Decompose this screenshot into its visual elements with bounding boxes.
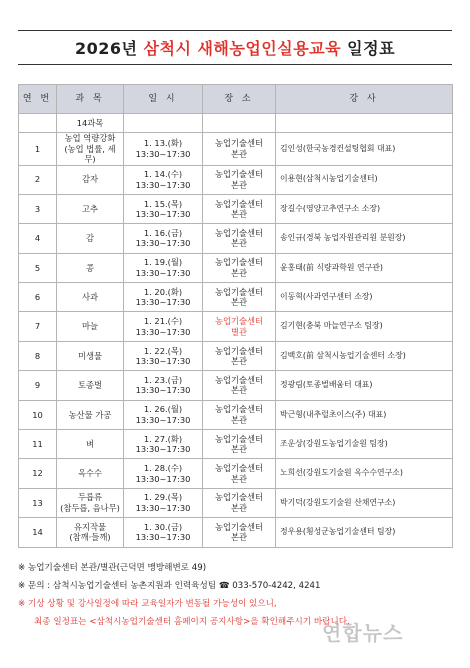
table-row [19, 253, 453, 282]
page-title [20, 36, 450, 59]
header-subject: 과 목 [57, 85, 124, 114]
row-instructor: 김인성(한국농경컨설팅협회 대표) [276, 133, 453, 166]
row-number: 7 [19, 312, 57, 341]
row-number: 4 [19, 224, 57, 253]
row-number: 14 [19, 518, 57, 547]
header-datetime: 일 시 [124, 85, 203, 114]
row-subject: 감자 [57, 165, 124, 194]
title-top-rule [18, 30, 452, 31]
row-number: 12 [19, 459, 57, 488]
row-place: 농업기술센터 별관 [203, 312, 276, 341]
row-number: 2 [19, 165, 57, 194]
row-datetime: 1. 30.(금) 13:30~17:30 [124, 518, 203, 547]
row-instructor: 정우용(횡성군농업기술센터 팀장) [276, 518, 453, 547]
row-place: 농업기술센터 본관 [203, 488, 276, 517]
row-datetime: 1. 23.(금) 13:30~17:30 [124, 371, 203, 400]
row-datetime: 1. 22.(목) 13:30~17:30 [124, 341, 203, 370]
row-instructor: 이용현(삼척시농업기술센터) [276, 165, 453, 194]
row-datetime: 1. 26.(월) 13:30~17:30 [124, 400, 203, 429]
row-subject: 농산물 가공 [57, 400, 124, 429]
row-subject: 미생물 [57, 341, 124, 370]
table-row [19, 283, 453, 312]
row-number: 11 [19, 430, 57, 459]
row-place: 농업기술센터 본관 [203, 194, 276, 223]
row-subject: 고추 [57, 194, 124, 223]
row-subject: 마늘 [57, 312, 124, 341]
row-place: 농업기술센터 본관 [203, 430, 276, 459]
row-subject: 사과 [57, 283, 124, 312]
row-datetime: 1. 16.(금) 13:30~17:30 [124, 224, 203, 253]
header-place: 장 소 [203, 85, 276, 114]
row-datetime: 1. 14.(수) 13:30~17:30 [124, 165, 203, 194]
row-place: 농업기술센터 본관 [203, 133, 276, 166]
row-instructor: 이동혁(사과연구센터 소장) [276, 283, 453, 312]
row-instructor: 윤홍태(前 식량과학원 연구관) [276, 253, 453, 282]
row-instructor: 김기현(충북 마늘연구소 팀장) [276, 312, 453, 341]
table-row [19, 430, 453, 459]
row-datetime: 1. 21.(수) 13:30~17:30 [124, 312, 203, 341]
row-subject: 콩 [57, 253, 124, 282]
row-number: 8 [19, 341, 57, 370]
title-highlight: 삼척시 새해농업인실용교육 [143, 39, 342, 58]
note-contact: ※ 문의 : 삼척시농업기술센터 농촌지원과 인력육성팀 ☎ 033-570-4242, 4241 [18, 581, 321, 591]
subject-count: 14과목 [57, 114, 124, 133]
table-row [19, 371, 453, 400]
row-instructor: 조운상(강원도농업기술원 팀장) [276, 430, 453, 459]
row-instructor: 박근형(내추럴초이스(주) 대표) [276, 400, 453, 429]
row-place: 농업기술센터 본관 [203, 341, 276, 370]
row-instructor: 송인규(경북 농업자원관리원 분원장) [276, 224, 453, 253]
row-number: 13 [19, 488, 57, 517]
table-row [19, 400, 453, 429]
row-datetime: 1. 15.(목) 13:30~17:30 [124, 194, 203, 223]
row-place: 농업기술센터 본관 [203, 518, 276, 547]
row-place: 농업기술센터 본관 [203, 253, 276, 282]
table-row [19, 518, 453, 547]
row-datetime: 1. 13.(화) 13:30~17:30 [124, 133, 203, 166]
row-place: 농업기술센터 본관 [203, 165, 276, 194]
table-row [19, 459, 453, 488]
row-datetime: 1. 28.(수) 13:30~17:30 [124, 459, 203, 488]
subheader-row [19, 114, 453, 133]
row-place: 농업기술센터 본관 [203, 400, 276, 429]
row-number: 3 [19, 194, 57, 223]
row-datetime: 1. 19.(월) 13:30~17:30 [124, 253, 203, 282]
row-number: 9 [19, 371, 57, 400]
row-datetime: 1. 29.(목) 13:30~17:30 [124, 488, 203, 517]
watermark-logo: 연합뉴스 [322, 621, 404, 645]
row-number: 6 [19, 283, 57, 312]
row-subject: 벼 [57, 430, 124, 459]
table-row [19, 224, 453, 253]
row-instructor: 노희선(강원도기술원 옥수수연구소) [276, 459, 453, 488]
table-header-row [19, 85, 453, 114]
title-bottom-rule [18, 64, 452, 65]
row-subject: 두릅류 (참두릅, 음나무) [57, 488, 124, 517]
table-row [19, 133, 453, 166]
row-number: 10 [19, 400, 57, 429]
row-datetime: 1. 20.(화) 13:30~17:30 [124, 283, 203, 312]
row-subject: 옥수수 [57, 459, 124, 488]
row-place: 농업기술센터 본관 [203, 224, 276, 253]
row-number: 1 [19, 133, 57, 166]
row-subject: 농업 역량강화 (농업 법률, 세무) [57, 133, 124, 166]
row-place: 농업기술센터 본관 [203, 283, 276, 312]
row-instructor: 정광림(토종벌배움터 대표) [276, 371, 453, 400]
table-row [19, 194, 453, 223]
title-year: 2026년 [74, 39, 138, 58]
row-place: 농업기술센터 본관 [203, 371, 276, 400]
row-subject: 감 [57, 224, 124, 253]
row-subject: 토종벌 [57, 371, 124, 400]
table-row [19, 165, 453, 194]
header-instructor: 강 사 [276, 85, 453, 114]
row-instructor: 박기덕(강원도기술원 산채연구소) [276, 488, 453, 517]
table-row [19, 341, 453, 370]
row-subject: 유지작물 (참깨·들깨) [57, 518, 124, 547]
table-row [19, 488, 453, 517]
header-number: 연 번 [19, 85, 57, 114]
title-suffix: 일정표 [347, 39, 396, 58]
row-instructor: 장길수(영양고추연구소 소장) [276, 194, 453, 223]
note-warning: ※ 기상 상황 및 강사일정에 따라 교육일자가 변동될 가능성이 있으니, [18, 599, 277, 609]
row-instructor: 김백호(前 삼척시농업기술센터 소장) [276, 341, 453, 370]
table-row [19, 312, 453, 341]
row-datetime: 1. 27.(화) 13:30~17:30 [124, 430, 203, 459]
note-warning-continued: 최종 일정표는 <삼척시농업기술센터 홈페이지 공지사항>을 확인해주시기 바랍니다. [34, 617, 350, 627]
note-venue: ※ 농업기술센터 본관/별관(근덕면 맹방해변로 49) [18, 563, 207, 573]
row-place: 농업기술센터 본관 [203, 459, 276, 488]
schedule-table [18, 84, 453, 548]
row-number: 5 [19, 253, 57, 282]
